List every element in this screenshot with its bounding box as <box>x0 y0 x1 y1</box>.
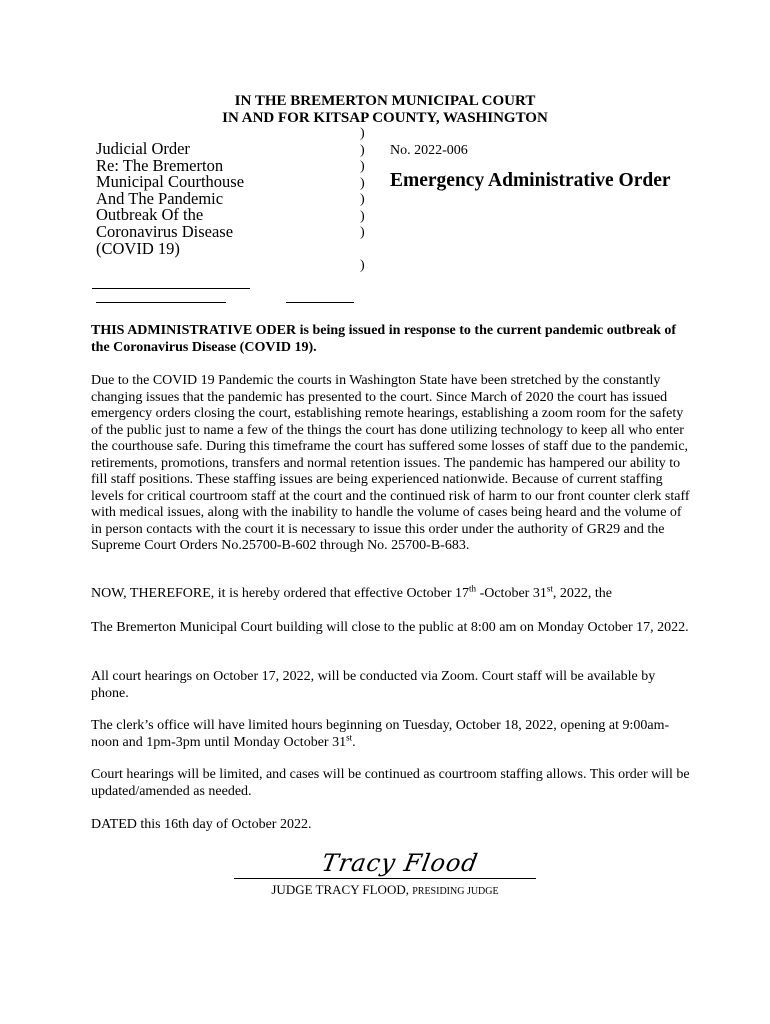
caption-rule <box>286 302 354 303</box>
ordinal-suffix: st <box>346 731 353 742</box>
ordinal-suffix: th <box>469 583 477 594</box>
caption-line: And The Pandemic <box>96 188 224 208</box>
limitations-paragraph: Court hearings will be limited, and cases will be continued as courtroom staffing allows. This order will be updated/amended as needed. <box>91 767 690 799</box>
paren: ) <box>360 258 365 273</box>
paren: ) <box>360 208 365 224</box>
signature-line <box>234 878 536 879</box>
background-paragraph: Due to the COVID 19 Pandemic the courts in Washington State have been stretched by the constantly changing issues that the pandemic has presented to the court. Since March of 2020 the court has issued emergency orders closing the court, establishing remote hearings, establishing a zoom room for the safety of the public just to name a few of the things the court has done utilizing technology to keep all who enter the courthouse safe. During this timeframe the court has suffered some losses of staff due to the pandemic, retirements, promotions, transfers and normal retention issues. The pandemic has hampered our ability to fill staff positions. These staffing issues are being experienced nationwide. Because of current staffing levels for critical courtroom staff at the court and the continued risk of harm to our front counter clerk staff with medical issues, along with the inability to handle the volume of cases being heard and the volume of in person contacts with the court it is necessary to issue this order under the authority of GR29 and the Supreme Court Orders No.25700-B-602 through No. 25700-B-683. <box>91 373 690 553</box>
caption-line: Outbreak Of the <box>96 205 204 225</box>
paren <box>360 242 372 259</box>
caption-line: (COVID 19) <box>96 238 180 258</box>
caption-line: Re: The Bremerton <box>96 155 224 175</box>
caption-line: Municipal Courthouse <box>96 172 245 192</box>
judge-name <box>0 882 770 898</box>
handwritten-signature: Tracy Flood <box>319 849 481 877</box>
paren: ) <box>360 126 365 141</box>
clerk-hours-text: . <box>352 734 356 750</box>
paren: ) <box>360 175 365 191</box>
case-number: No. 2022-006 <box>390 143 468 158</box>
case-caption <box>96 141 356 257</box>
paren: ) <box>360 142 365 158</box>
county-heading: IN AND FOR KITSAP COUNTY, WASHINGTON <box>222 110 548 126</box>
court-name-heading: IN THE BREMERTON MUNICIPAL COURT <box>234 93 536 109</box>
caption-parentheses <box>360 126 372 275</box>
caption-rule <box>96 302 226 303</box>
order-text: -October 31 <box>476 586 547 601</box>
order-text: NOW, THEREFORE, it is hereby ordered that effective October 17 <box>91 586 470 601</box>
judge-name-text: JUDGE TRACY FLOOD, <box>271 882 413 897</box>
closure-paragraph: The Bremerton Municipal Court building will close to the public at 8:00 am on Monday October 17, 2022. <box>91 620 689 635</box>
caption-rule <box>92 288 250 289</box>
dated-line: DATED this 16th day of October 2022. <box>91 817 312 832</box>
caption-line: Coronavirus Disease <box>96 221 234 241</box>
judge-title-text: PRESIDING JUDGE <box>412 886 499 897</box>
order-paragraph <box>91 583 691 603</box>
clerk-hours-text: The clerk’s office will have limited hours beginning on Tuesday, October 18, 2022, opening at 9:00am-noon and 1pm-3pm until Monday October 31 <box>91 718 670 750</box>
intro-paragraph: THIS ADMINISTRATIVE ODER is being issued in response to the current pandemic outbreak of the Coronavirus Disease (COVID 19). <box>91 323 677 355</box>
order-title: Emergency Administrative Order <box>390 170 671 191</box>
ordinal-suffix: st <box>546 583 553 594</box>
paren: ) <box>360 159 365 174</box>
order-text: , 2022, the <box>552 586 612 601</box>
paren: ) <box>360 225 365 240</box>
hearings-paragraph: All court hearings on October 17, 2022, will be conducted via Zoom. Court staff will be available by phone. <box>91 669 656 701</box>
caption-line: Judicial Order <box>96 139 190 158</box>
paren: ) <box>360 192 365 207</box>
clerk-hours-paragraph <box>91 718 691 751</box>
